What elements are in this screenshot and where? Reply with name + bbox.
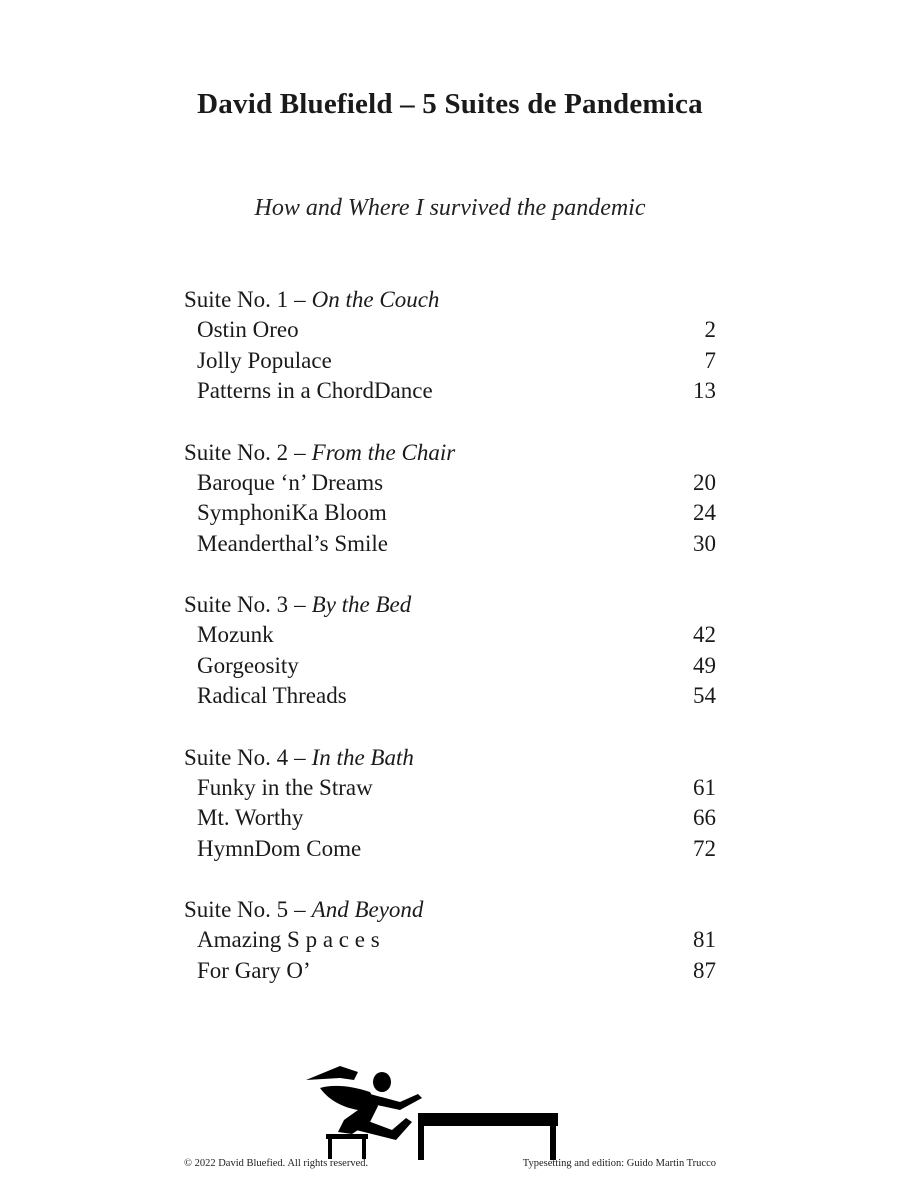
piece-title: Mt. Worthy: [197, 805, 304, 830]
toc-entry: [184, 956, 716, 987]
toc-entry: [184, 315, 716, 346]
page-title: David Bluefield – 5 Suites de Pandemica: [197, 88, 703, 120]
page-number: 87: [693, 957, 716, 983]
toc-entry: [184, 376, 716, 407]
toc-entry: [184, 620, 716, 651]
page-number: 42: [693, 622, 716, 647]
table-of-contents: [184, 284, 716, 1016]
suite-number: Suite No. 5: [184, 897, 289, 922]
suite-heading: [184, 742, 716, 773]
page-subtitle: How and Where I survived the pandemic: [254, 195, 646, 221]
suite-block: [184, 742, 716, 865]
toc-entry: [184, 468, 716, 499]
suite-dash: –: [294, 897, 306, 922]
suite-name: From the Chair: [311, 439, 456, 465]
suite-name: On the Couch: [311, 287, 440, 312]
suite-dash: –: [294, 744, 306, 770]
suite-number: Suite No. 4: [184, 744, 289, 770]
page-number: 54: [693, 683, 716, 708]
piece-title: Baroque ‘n’ Dreams: [197, 469, 384, 495]
suite-heading: [184, 589, 716, 620]
page-number: 2: [704, 317, 716, 342]
page-number: 72: [693, 835, 716, 861]
piece-title: For Gary O’: [197, 957, 311, 983]
piece-title: Funky in the Straw: [197, 774, 373, 800]
copyright-notice: © 2022 David Bluefied. All rights reserved.: [184, 1158, 369, 1169]
suite-number: Suite No. 1: [184, 287, 289, 312]
piece-title: HymnDom Come: [197, 835, 362, 861]
suite-heading: [184, 894, 716, 925]
suite-number: Suite No. 3: [184, 592, 289, 617]
toc-entry: [184, 681, 716, 712]
page-number: 66: [693, 805, 716, 830]
piece-title: Gorgeosity: [197, 652, 299, 678]
toc-entry: [184, 651, 716, 682]
toc-entry: [184, 834, 716, 865]
suite-dash: –: [294, 287, 306, 312]
page-number: 20: [693, 469, 716, 495]
toc-entry: [184, 803, 716, 834]
piece-title: Ostin Oreo: [197, 317, 299, 342]
toc-entry: [184, 773, 716, 804]
suite-heading: [184, 437, 716, 468]
piece-title: Patterns in a ChordDance: [197, 378, 433, 403]
page-number: 49: [693, 652, 716, 678]
toc-entry: [184, 346, 716, 377]
suite-block: [184, 284, 716, 407]
pianist-silhouette-icon: [300, 1058, 565, 1163]
suite-name: In the Bath: [311, 744, 414, 770]
suite-name: And Beyond: [311, 897, 424, 922]
suite-number: Suite No. 2: [184, 439, 289, 465]
suite-block: [184, 589, 716, 712]
page-number: 61: [693, 774, 716, 800]
page-number: 24: [693, 500, 716, 525]
page-number: 7: [704, 347, 716, 373]
suite-name: By the Bed: [311, 592, 412, 617]
suite-heading: [184, 284, 716, 315]
piece-title: Radical Threads: [197, 683, 347, 708]
page-number: 30: [693, 530, 716, 556]
toc-entry: [184, 925, 716, 956]
suite-block: [184, 894, 716, 986]
toc-entry: [184, 498, 716, 529]
suite-dash: –: [294, 592, 306, 617]
piece-title: SymphoniKa Bloom: [197, 500, 387, 525]
piece-title: Jolly Populace: [197, 347, 332, 373]
piece-title: Mozunk: [197, 622, 274, 647]
suite-block: [184, 437, 716, 560]
typesetting-credit: Typesetting and edition: Guido Martin Trucco: [522, 1158, 716, 1169]
piece-title: Meanderthal’s Smile: [197, 530, 388, 556]
toc-entry: [184, 529, 716, 560]
suite-dash: –: [294, 439, 306, 465]
piece-title: Amazing S p a c e s: [197, 927, 380, 952]
page-number: 13: [693, 378, 716, 403]
page-number: 81: [693, 927, 716, 952]
